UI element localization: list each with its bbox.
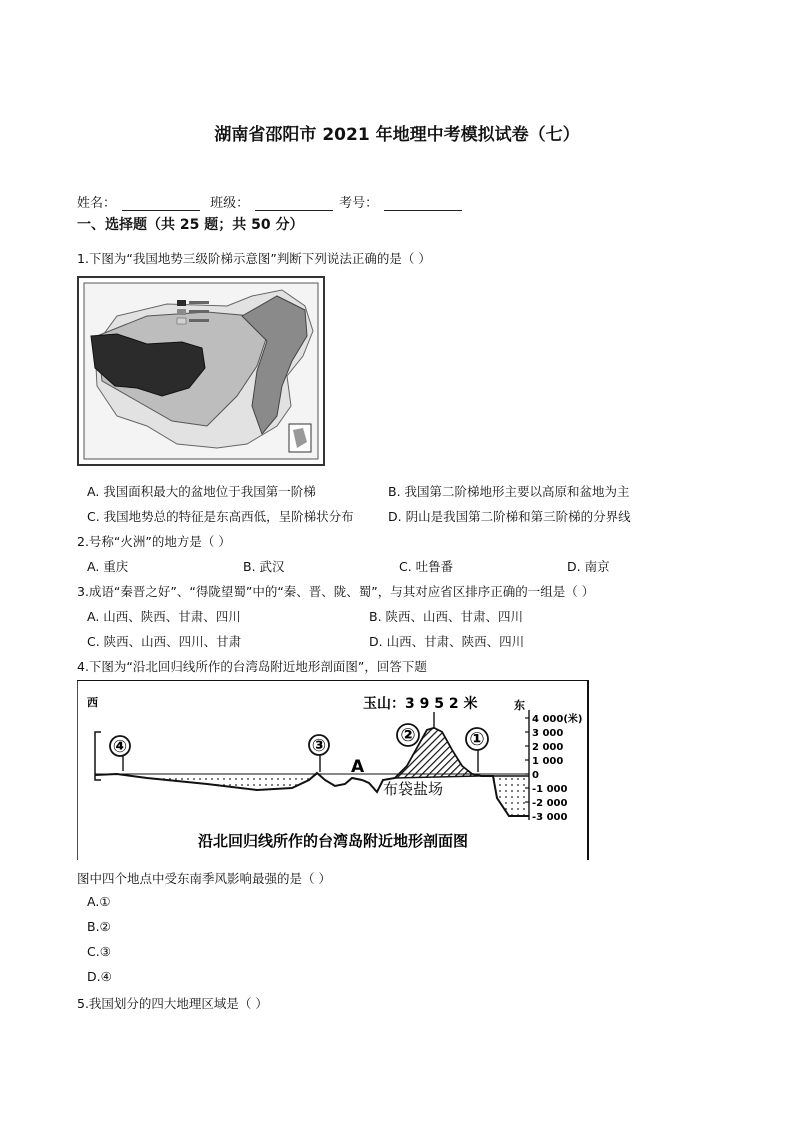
- class-label: 班级：: [210, 196, 250, 211]
- q1-option-b[interactable]: B. 我国第二阶梯地形主要以高原和盆地为主: [388, 484, 630, 499]
- class-field[interactable]: [255, 196, 333, 211]
- point-a-label: A: [351, 757, 365, 777]
- name-label: 姓名：: [77, 196, 117, 211]
- scale-tick: -1 000: [532, 784, 568, 795]
- peak-label: 玉山：3 9 5 2 米: [363, 696, 478, 712]
- scale-tick: 0: [532, 770, 539, 781]
- marker-4-label: ④: [112, 737, 128, 757]
- china-terrain-map: [77, 276, 325, 466]
- marker-2-label: ②: [400, 725, 416, 746]
- salt-field-label: 布袋盐场: [383, 780, 444, 798]
- legend-swatch: [177, 318, 186, 324]
- scale-tick: 3 000: [532, 728, 564, 739]
- legend-swatch: [177, 309, 186, 315]
- q3-option-b[interactable]: B. 陕西、山西、甘肃、四川: [369, 609, 524, 624]
- q3-option-a[interactable]: A. 山西、陕西、甘肃、四川: [87, 609, 241, 624]
- marker-3-label: ③: [311, 736, 327, 756]
- q4-option-b[interactable]: B.②: [87, 919, 111, 934]
- student-info: [77, 192, 468, 211]
- west-label: 西: [87, 696, 98, 709]
- scale-tick: 2 000: [532, 742, 564, 753]
- question-1-stem: 1.下图为“我国地势三级阶梯示意图”判断下列说法正确的是（ ）: [77, 251, 431, 266]
- question-5-stem: 5.我国划分的四大地理区域是（ ）: [77, 996, 268, 1011]
- page-title: 湖南省邵阳市 2021 年地理中考模拟试卷（七）: [214, 125, 580, 145]
- legend-swatch: [177, 300, 186, 306]
- marker-1-label: ①: [469, 729, 485, 750]
- q2-option-b[interactable]: B. 武汉: [243, 559, 285, 574]
- section-heading: 一、选择题（共 25 题；共 50 分）: [77, 217, 304, 233]
- scale-tick: -2 000: [532, 798, 568, 809]
- q3-option-d[interactable]: D. 山西、甘肃、陕西、四川: [369, 634, 525, 649]
- figure-caption: 沿北回归线所作的台湾岛附近地形剖面图: [197, 832, 469, 850]
- question-4-stem: 4.下图为“沿北回归线所作的台湾岛附近地形剖面图”，回答下题: [77, 659, 427, 674]
- q1-option-a[interactable]: A. 我国面积最大的盆地位于我国第一阶梯: [87, 484, 316, 499]
- exam-no-label: 考号：: [339, 196, 379, 211]
- scale-tick: -3 000: [532, 812, 568, 823]
- scale-unit: 4 000(米): [532, 714, 583, 725]
- q4-option-a[interactable]: A.①: [87, 894, 111, 909]
- q4-option-c[interactable]: C.③: [87, 944, 111, 959]
- scale-tick: 1 000: [532, 756, 564, 767]
- question-3-stem: 3.成语“秦晋之好”、“得陇望蜀”中的“秦、晋、陇、蜀”，与其对应省区排序正确的一组是（ ）: [77, 584, 595, 599]
- q2-option-c[interactable]: C. 吐鲁番: [399, 559, 454, 574]
- q3-option-c[interactable]: C. 陕西、山西、四川、甘肃: [87, 634, 242, 649]
- name-field[interactable]: [122, 196, 200, 211]
- exam-no-field[interactable]: [384, 196, 462, 211]
- q4-option-d[interactable]: D.④: [87, 969, 112, 984]
- q1-option-d[interactable]: D. 阴山是我国第二阶梯和第三阶梯的分界线: [388, 509, 631, 524]
- q1-option-c[interactable]: C. 我国地势总的特征是东高西低，呈阶梯状分布: [87, 509, 354, 524]
- question-4-sub: 图中四个地点中受东南季风影响最强的是（ ）: [77, 871, 331, 886]
- taiwan-profile-figure: [77, 680, 589, 860]
- east-label: 东: [514, 699, 525, 712]
- q2-option-d[interactable]: D. 南京: [567, 559, 610, 574]
- q2-option-a[interactable]: A. 重庆: [87, 559, 129, 574]
- question-2-stem: 2.号称“火洲”的地方是（ ）: [77, 534, 231, 549]
